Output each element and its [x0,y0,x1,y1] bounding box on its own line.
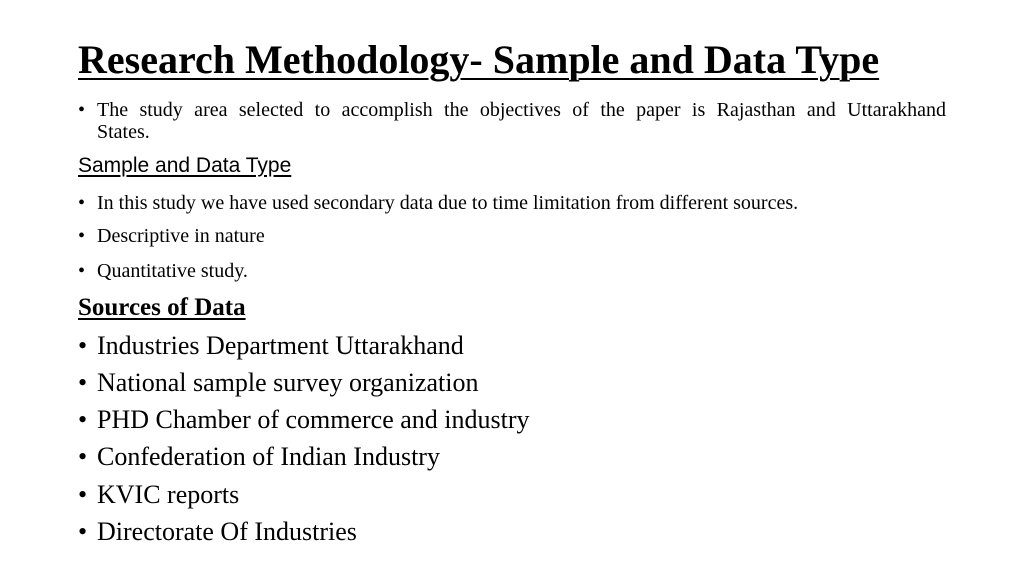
bullet-dot: • [78,442,88,471]
sample-item-quantitative [78,260,946,282]
bullet-dot: • [78,260,86,282]
sample-data-type-heading: Sample and Data Type [78,154,292,177]
source-item-text: Industries Department Uttarakhand [97,331,464,360]
source-item-nsso [78,368,946,398]
source-item-text: Directorate Of Industries [97,517,357,546]
sample-item-text: In this study we have used secondary data due to time limitation from different sources. [97,192,799,214]
bullet-dot: • [78,99,86,121]
bullet-dot: • [78,192,86,214]
source-item-text: KVIC reports [97,480,240,509]
sample-item-descriptive [78,225,946,247]
source-item-kvic [78,480,946,510]
bullet-dot: • [78,368,88,397]
source-item-phd-chamber [78,405,946,435]
bullet-dot: • [78,405,88,434]
source-item-text: PHD Chamber of commerce and industry [97,405,530,434]
sample-item-secondary-data [78,192,946,214]
bullet-dot: • [78,225,86,247]
bullet-dot: • [78,517,88,546]
intro-text: The study area selected to accomplish the objectives of the paper is Rajasthan and Uttarakhand States. [97,99,946,143]
source-item-industries-dept [78,331,946,361]
sample-item-text: Quantitative study. [97,260,248,282]
intro-bullet [78,99,946,143]
sources-of-data-heading: Sources of Data [78,294,246,321]
slide-title: Research Methodology- Sample and Data Type [78,37,880,82]
bullet-dot: • [78,480,88,509]
source-item-text: National sample survey organization [97,368,479,397]
source-item-cii [78,442,946,472]
bullet-dot: • [78,331,88,360]
sample-item-text: Descriptive in nature [97,225,265,247]
source-item-directorate [78,517,946,547]
source-item-text: Confederation of Indian Industry [97,442,440,471]
